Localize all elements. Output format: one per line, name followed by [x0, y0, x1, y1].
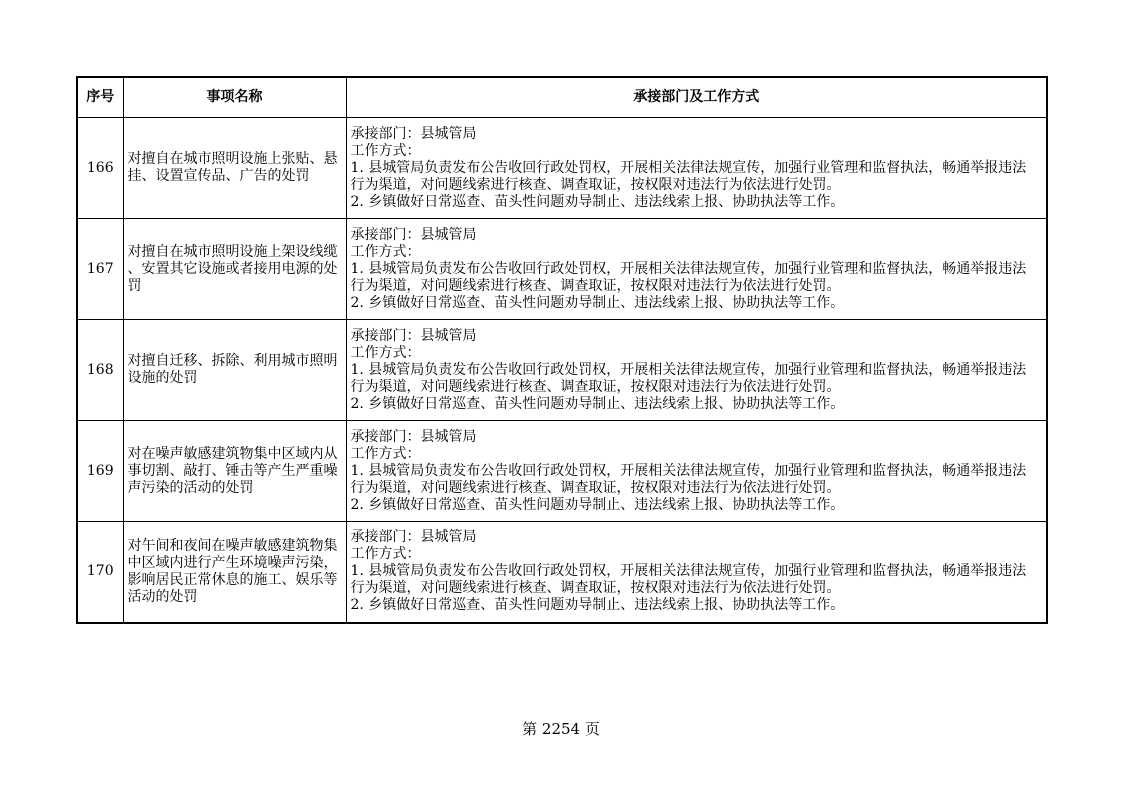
table-row — [77, 320, 1047, 421]
row-number: 167 — [77, 219, 123, 320]
detail-line: 承接部门：县城管局 — [350, 428, 477, 445]
detail-line: 承接部门：县城管局 — [350, 529, 477, 546]
page-number: 第 2254 页 — [522, 720, 600, 738]
table-row — [77, 219, 1047, 320]
header-cell-name: 事项名称 — [123, 77, 346, 118]
items-table — [76, 76, 1048, 624]
header-row — [77, 77, 1047, 118]
detail-line: 承接部门：县城管局 — [350, 226, 477, 243]
header-cell-detail: 承接部门及工作方式 — [346, 77, 1047, 118]
item-name: 对擅自在城市照明设施上架设线缆、安置其它设施或者接用电源的处罚 — [123, 219, 346, 320]
row-number: 169 — [77, 421, 123, 522]
detail-line: 2. 乡镇做好日常巡查、苗头性问题劝导制止、违法线索上报、协助执法等工作。 — [350, 496, 845, 513]
detail-line: 工作方式： — [350, 142, 421, 159]
row-number: 168 — [77, 320, 123, 421]
detail-line: 承接部门：县城管局 — [350, 125, 477, 142]
detail-line: 工作方式： — [350, 344, 421, 361]
detail-line: 2. 乡镇做好日常巡查、苗头性问题劝导制止、违法线索上报、协助执法等工作。 — [350, 395, 845, 412]
item-detail — [346, 118, 1047, 219]
item-detail — [346, 320, 1047, 421]
table-row — [77, 421, 1047, 522]
item-detail — [346, 219, 1047, 320]
detail-line: 1. 县城管局负责发布公告收回行政处罚权，开展相关法律法规宣传，加强行业管理和监督执法，畅通举报违法行为渠道，对问题线索进行核查、调查取证，按权限对违法行为依法进行处罚。 — [350, 462, 1027, 496]
table-row — [77, 118, 1047, 219]
header-cell-no: 序号 — [77, 77, 123, 118]
detail-line: 工作方式： — [350, 445, 421, 462]
item-detail — [346, 522, 1047, 623]
detail-line: 工作方式： — [350, 546, 421, 563]
detail-line: 1. 县城管局负责发布公告收回行政处罚权，开展相关法律法规宣传，加强行业管理和监督执法，畅通举报违法行为渠道，对问题线索进行核查、调查取证，按权限对违法行为依法进行处罚。 — [350, 563, 1027, 597]
detail-line: 1. 县城管局负责发布公告收回行政处罚权，开展相关法律法规宣传，加强行业管理和监督执法，畅通举报违法行为渠道，对问题线索进行核查、调查取证，按权限对违法行为依法进行处罚。 — [350, 361, 1027, 395]
row-number: 170 — [77, 522, 123, 623]
table-body — [77, 118, 1047, 623]
detail-line: 1. 县城管局负责发布公告收回行政处罚权，开展相关法律法规宣传，加强行业管理和监督执法，畅通举报违法行为渠道，对问题线索进行核查、调查取证，按权限对违法行为依法进行处罚。 — [350, 159, 1027, 193]
detail-line: 2. 乡镇做好日常巡查、苗头性问题劝导制止、违法线索上报、协助执法等工作。 — [350, 294, 845, 311]
detail-line: 2. 乡镇做好日常巡查、苗头性问题劝导制止、违法线索上报、协助执法等工作。 — [350, 193, 845, 210]
detail-line: 承接部门：县城管局 — [350, 327, 477, 344]
detail-line: 1. 县城管局负责发布公告收回行政处罚权，开展相关法律法规宣传，加强行业管理和监督执法，畅通举报违法行为渠道，对问题线索进行核查、调查取证，按权限对违法行为依法进行处罚。 — [350, 260, 1027, 294]
item-name: 对擅自迁移、拆除、利用城市照明设施的处罚 — [123, 320, 346, 421]
row-number: 166 — [77, 118, 123, 219]
detail-line: 2. 乡镇做好日常巡查、苗头性问题劝导制止、违法线索上报、协助执法等工作。 — [350, 597, 845, 614]
detail-line: 工作方式： — [350, 243, 421, 260]
item-name: 对在噪声敏感建筑物集中区域内从事切割、敲打、锤击等产生严重噪声污染的活动的处罚 — [123, 421, 346, 522]
table-row — [77, 522, 1047, 623]
item-name: 对擅自在城市照明设施上张贴、悬挂、设置宣传品、广告的处罚 — [123, 118, 346, 219]
table-header — [77, 77, 1047, 118]
item-detail — [346, 421, 1047, 522]
item-name: 对午间和夜间在噪声敏感建筑物集中区域内进行产生环境噪声污染，影响居民正常休息的施工、娱乐等活动的处罚 — [123, 522, 346, 623]
